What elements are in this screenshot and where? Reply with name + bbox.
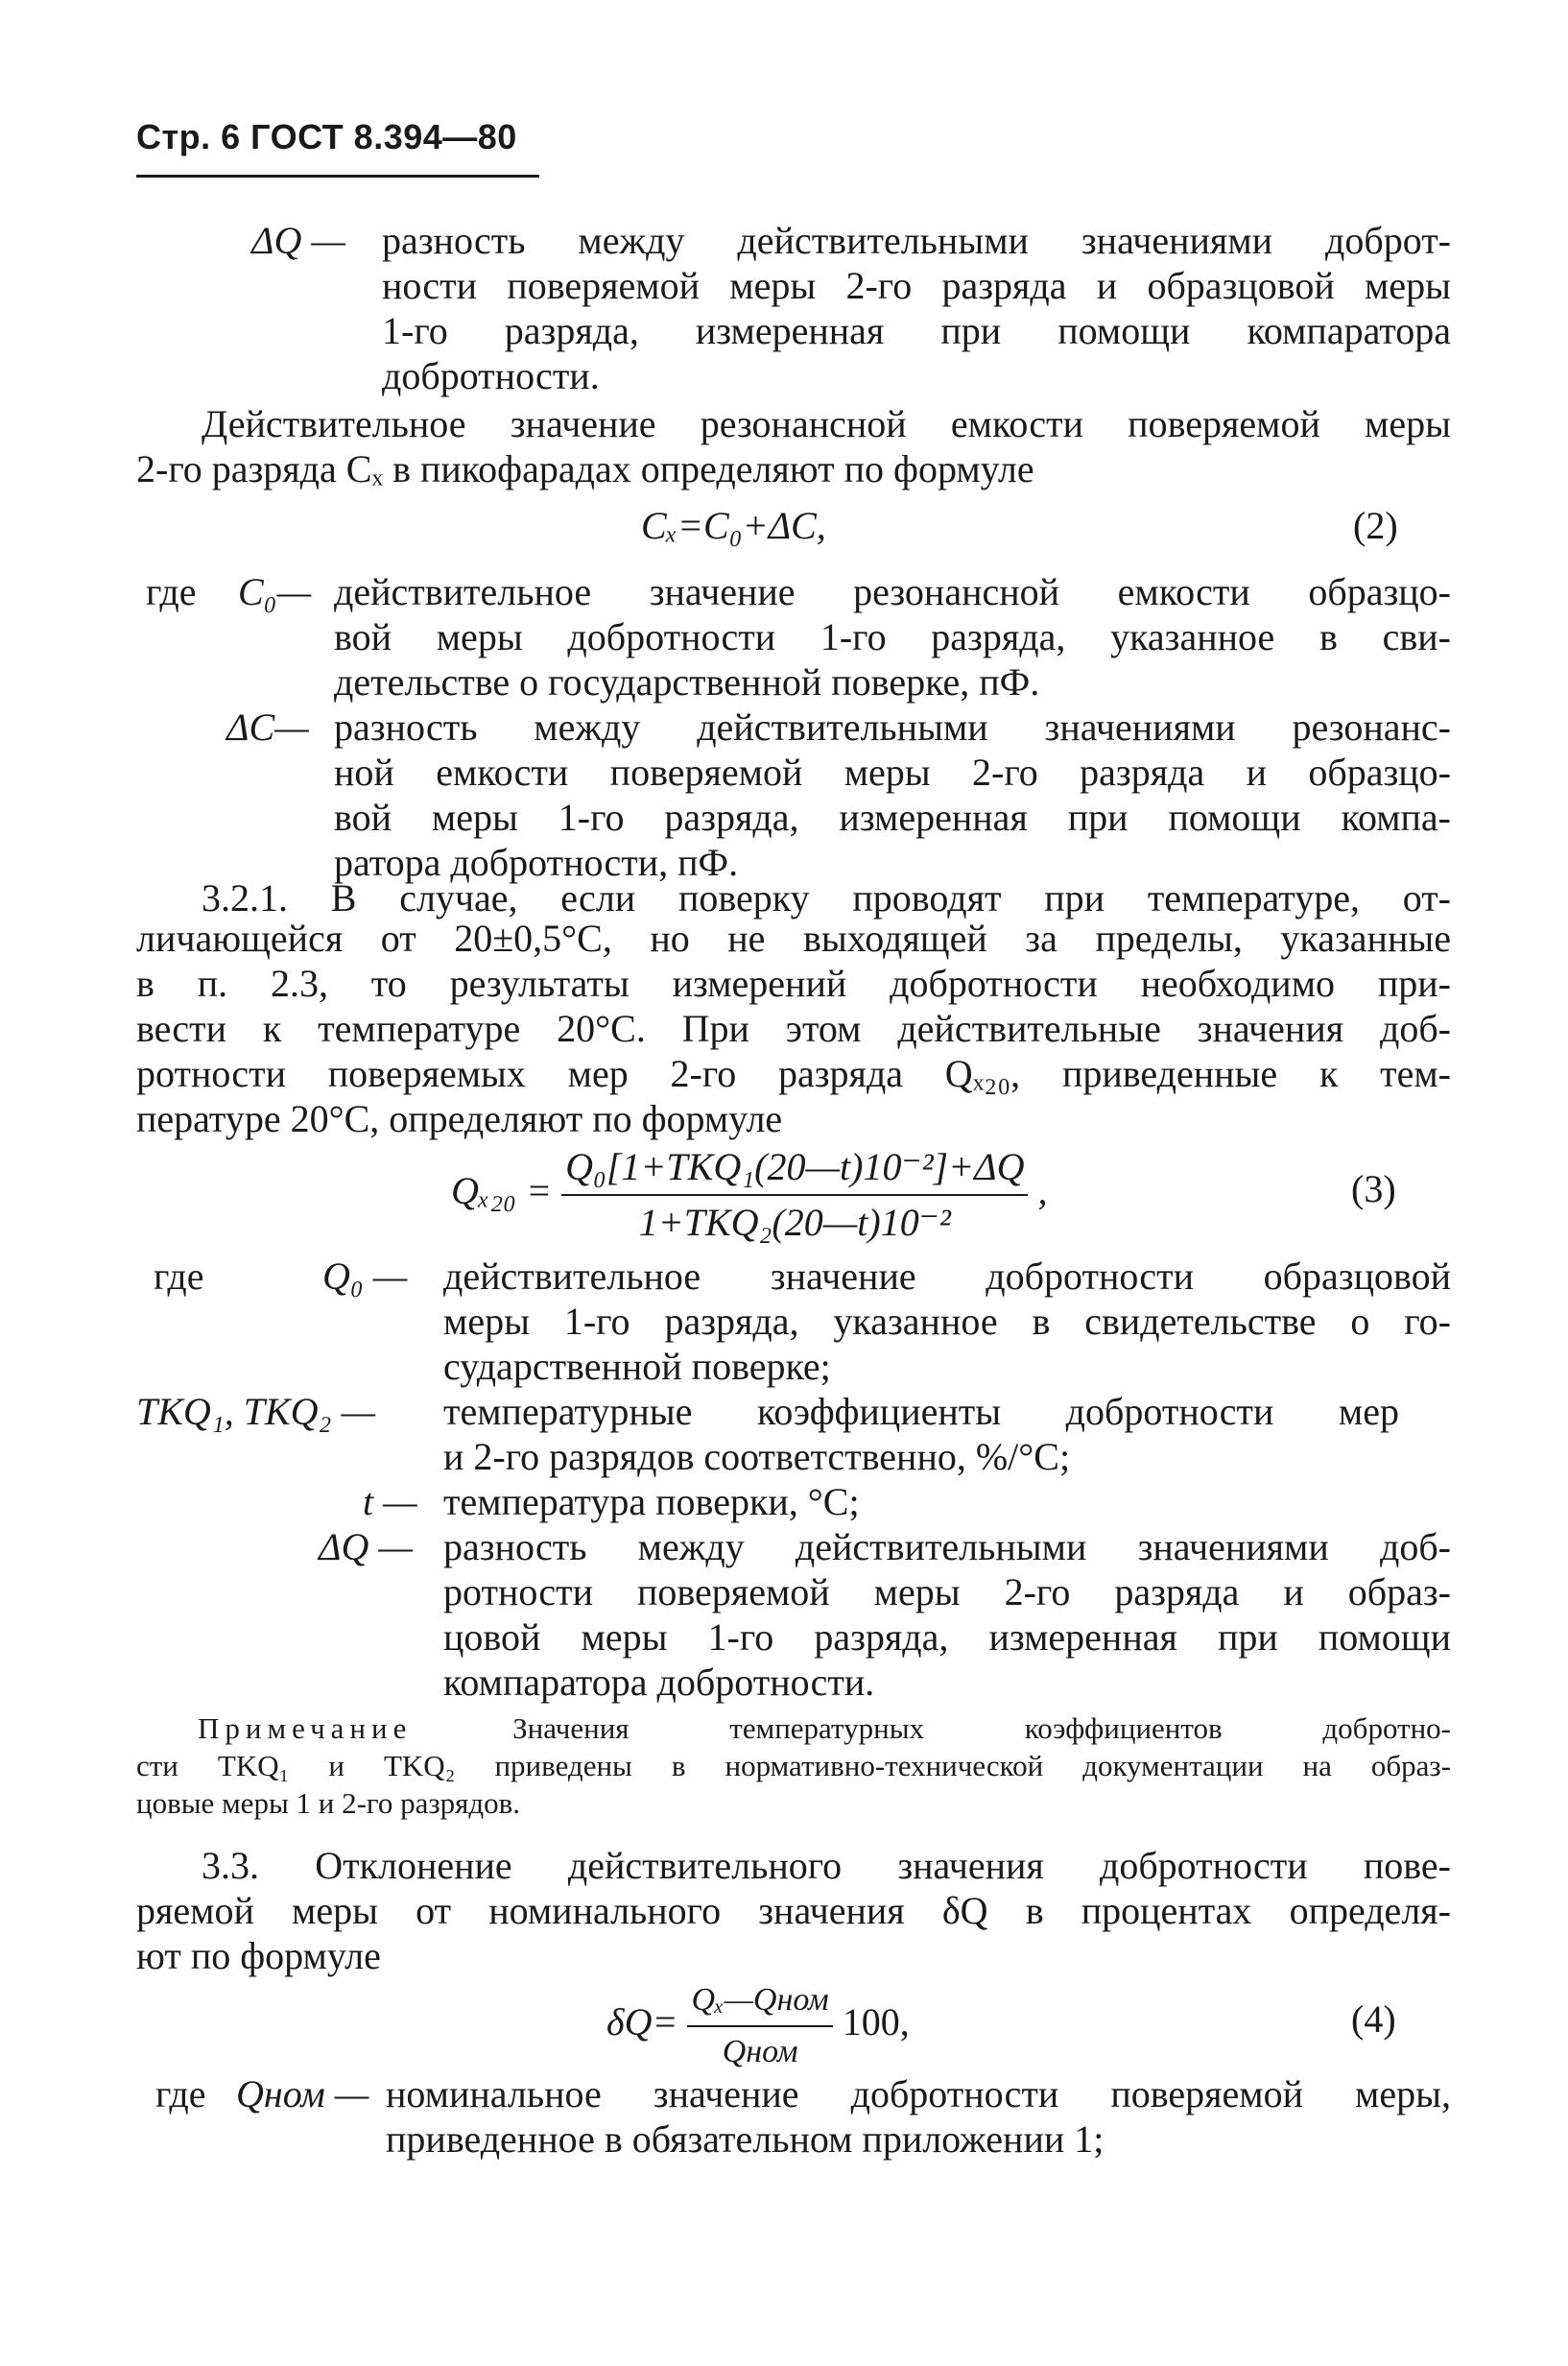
para-321-line: вести к температуре 20°С. При этом действительные значения доб- xyxy=(136,1007,1451,1050)
para-321-line: 3.2.1. В случае, если поверку проводят при температуре, от- xyxy=(202,876,1451,920)
def-q0-line: действительное значение добротности образцовой xyxy=(443,1255,1451,1298)
formula-4-denominator: Qном xyxy=(722,2034,798,2069)
formula-4-tail: 100, xyxy=(842,2000,910,2044)
formula-2: Cₓ=C₀+ΔC, xyxy=(641,504,826,547)
def-c0-line: вой меры добротности 1-го разряда, указанное в сви- xyxy=(334,615,1451,658)
def-dq-top-line: ности поверяемой меры 2-го разряда и образцовой меры xyxy=(382,264,1451,307)
formula-4-numerator: Qₓ—Qном xyxy=(687,1979,832,2027)
note-head: Примечание xyxy=(198,1711,413,1745)
para-321-line: личающейся от 20±0,5°С, но не выходящей за пределы, указанные xyxy=(136,917,1451,960)
formula-4-number: (4) xyxy=(1351,1997,1396,2041)
formula-2-number: (2) xyxy=(1353,504,1398,547)
def-dc-line: ной емкости поверяемой меры 2-го разряда и образцо- xyxy=(334,751,1451,794)
para-321-line: в п. 2.3, то результаты измерений добротности необходимо при- xyxy=(136,962,1451,1005)
def-dq-top-line: 1-го разряда, измеренная при помощи компаратора xyxy=(382,309,1451,352)
def-qnom-symbol: Qном — xyxy=(236,2072,369,2115)
note-line: цовые меры 1 и 2-го разрядов. xyxy=(136,1786,521,1820)
formula-3-denominator: 1+TKQ₂(20—t)10⁻² xyxy=(638,1201,951,1244)
def-dc-line: вой меры 1-го разряда, измеренная при помощи компа- xyxy=(334,796,1451,839)
para-33-line: 3.3. Отклонение действительного значения добротности пове- xyxy=(202,1844,1451,1887)
def-t-line: температура поверки, °С; xyxy=(443,1480,860,1523)
def-q0-line: сударственной поверке; xyxy=(443,1345,831,1388)
def-t-symbol: t — xyxy=(363,1480,417,1523)
def-c0-symbol: C₀— xyxy=(238,570,312,613)
def-dq-line: ротности поверяемой меры 2-го разряда и образ- xyxy=(443,1570,1451,1613)
para-cx-line: 2-го разряда Cₓ в пикофарадах определяют по формуле xyxy=(136,447,1034,490)
formula-4-lhs: δQ= xyxy=(606,2000,678,2044)
def-qnom-line: номинальное значение добротности поверяемой меры, xyxy=(386,2072,1451,2115)
def-dc-line: разность между действительными значениями резонанс- xyxy=(334,705,1451,749)
def-c0-line: действительное значение резонансной емкости образцо- xyxy=(334,570,1451,613)
def-c0-line: детельстве о государственной поверке, пФ. xyxy=(334,660,1040,704)
formula-3-fraction xyxy=(561,1144,1028,1246)
page-header: Стр. 6 ГОСТ 8.394—80 xyxy=(136,117,517,156)
note-line-first xyxy=(198,1709,1451,1747)
def-dq-line: разность между действительными значениями доб- xyxy=(443,1525,1451,1568)
def-dq-top-symbol: ΔQ — xyxy=(251,219,345,262)
formula-3-number: (3) xyxy=(1351,1167,1396,1210)
def-q0-symbol: Q₀ — xyxy=(322,1255,408,1298)
para-321-line: пературе 20°С, определяют по формуле xyxy=(136,1097,783,1140)
formula-3-lhs: Qₓ₂₀ = xyxy=(451,1169,553,1213)
formula-3-tail: , xyxy=(1037,1169,1048,1213)
note-line: Значения температурных коэффициентов добротно- xyxy=(512,1711,1451,1745)
formula-3-numerator: Q₀[1+TKQ₁(20—t)10⁻²]+ΔQ xyxy=(561,1144,1028,1196)
para-cx-line: Действительное значение резонансной емкости поверяемой меры xyxy=(202,402,1451,445)
def-dc-symbol: ΔC— xyxy=(226,705,309,749)
def-qnom-line: приведенное в обязательном приложении 1; xyxy=(386,2117,1105,2161)
def-tkq-symbol: TKQ₁, TKQ₂ — xyxy=(136,1390,376,1433)
header-rule xyxy=(136,175,539,178)
def-dq-line: компаратора добротности. xyxy=(443,1661,875,1704)
def-tkq-line: и 2-го разрядов соответственно, %/°С; xyxy=(443,1435,1071,1478)
def-qnom-prefix: где xyxy=(155,2072,206,2115)
formula-4-fraction xyxy=(687,1979,832,2073)
def-c0-prefix: где xyxy=(146,570,197,613)
note-line: сти TKQ₁ и TKQ₂ приведены в нормативно-технической документации на образ- xyxy=(136,1749,1451,1782)
def-dq-top-line: разность между действительными значениями доброт- xyxy=(382,219,1451,262)
formula-3 xyxy=(451,1144,1047,1246)
def-dq-symbol: ΔQ — xyxy=(319,1525,413,1568)
formula-4 xyxy=(606,1979,910,2073)
para-33-line: ряемой меры от номинального значения δQ в процентах определя- xyxy=(136,1889,1451,1932)
def-tkq-line: температурные коэффициенты добротности мер xyxy=(443,1390,1399,1433)
defs3-prefix: где xyxy=(154,1255,204,1298)
para-33-line: ют по формуле xyxy=(136,1934,381,1977)
def-dq-top-line: добротности. xyxy=(382,354,600,397)
def-dc-line: ратора добротности, пФ. xyxy=(334,841,739,884)
para-321-line: ротности поверяемых мер 2-го разряда Qₓ₂₀, приведенные к тем- xyxy=(136,1052,1451,1095)
def-dq-line: цовой меры 1-го разряда, измеренная при помощи xyxy=(443,1615,1451,1659)
def-q0-line: меры 1-го разряда, указанное в свидетельстве о го- xyxy=(443,1300,1451,1343)
